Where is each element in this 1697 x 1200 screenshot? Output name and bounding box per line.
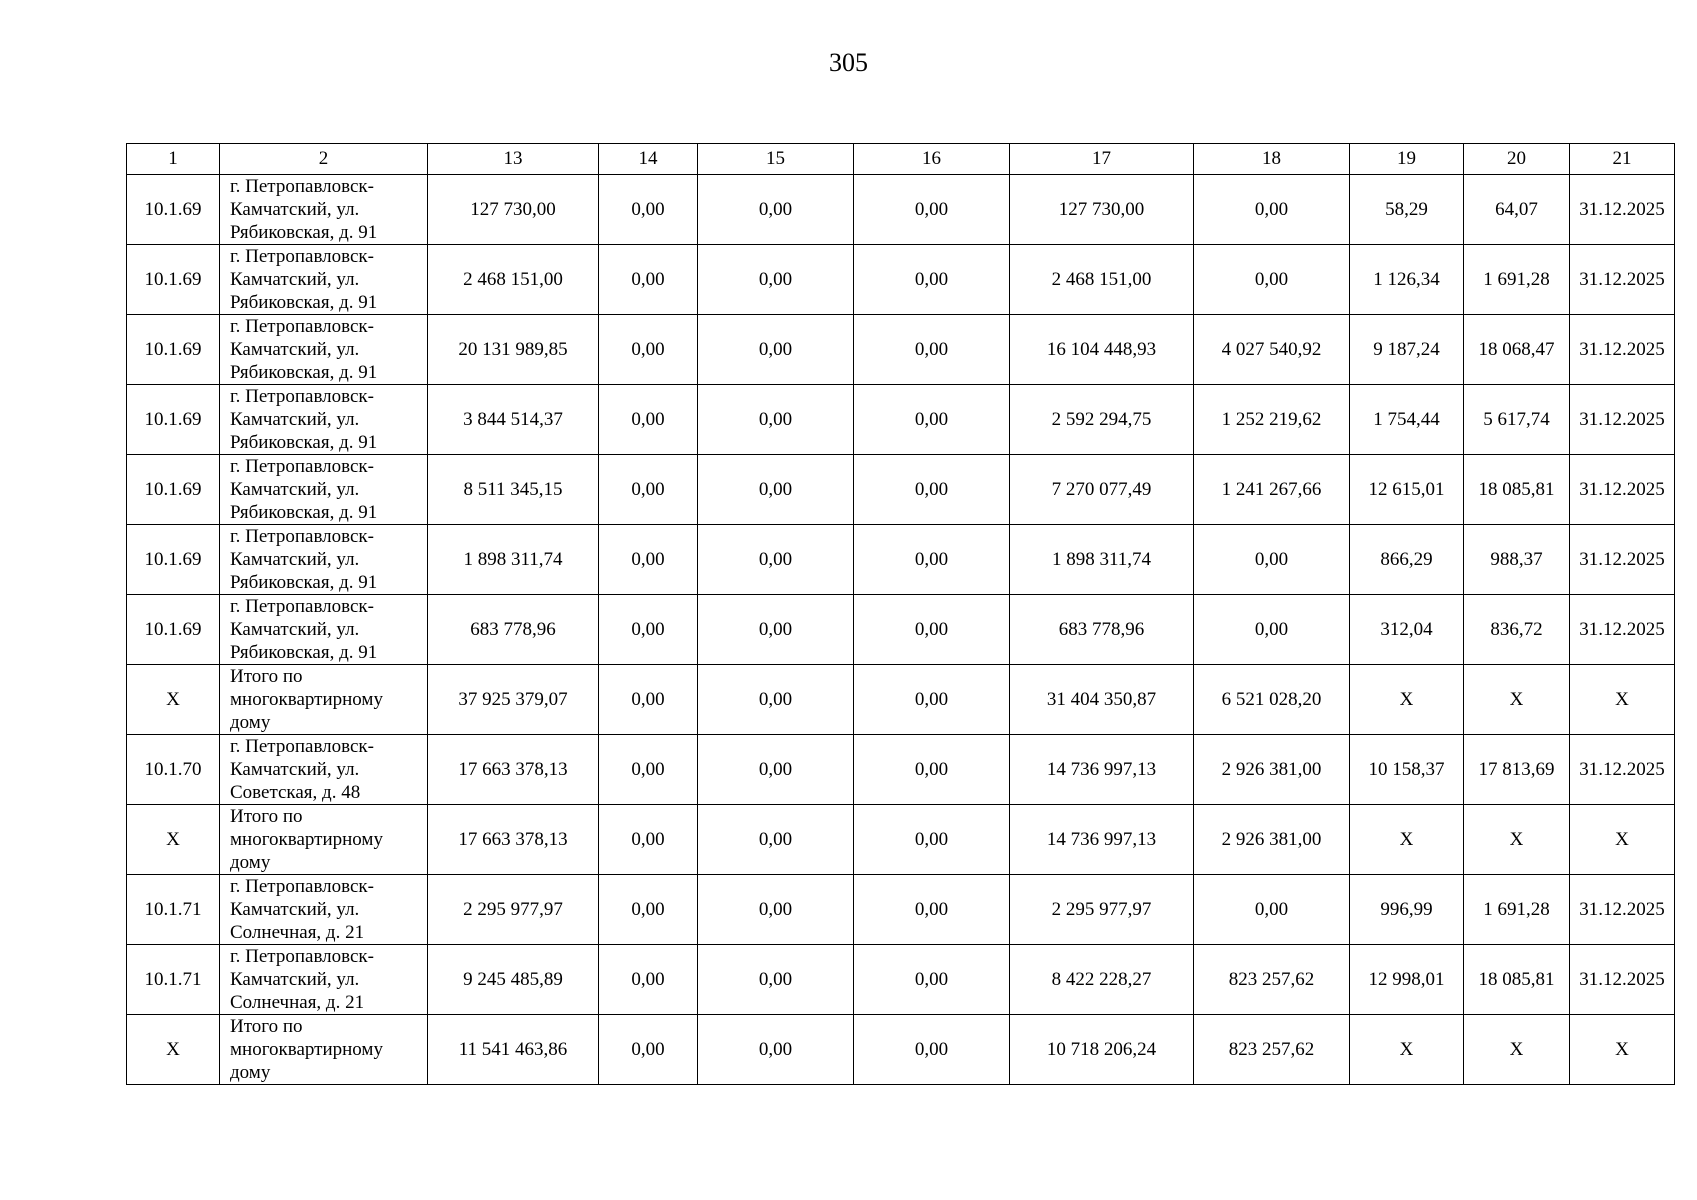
address-line: Солнечная, д. 21 — [230, 992, 365, 1013]
address-line: Итого по — [230, 1016, 303, 1037]
value-cell-13: 37 925 379,07 — [428, 665, 599, 735]
value-cell-17: 14 736 997,13 — [1010, 735, 1194, 805]
table-header-row — [127, 144, 1675, 175]
value-cell-18: 2 926 381,00 — [1194, 805, 1350, 875]
address-line: Камчатский, ул. — [230, 479, 360, 500]
address-cell — [220, 875, 428, 945]
value-cell-16: 0,00 — [854, 665, 1010, 735]
value-cell-19: X — [1350, 665, 1464, 735]
table-row — [127, 945, 1675, 1015]
value-cell-15: 0,00 — [698, 385, 854, 455]
row-number-cell: X — [127, 665, 220, 735]
address-cell — [220, 525, 428, 595]
value-cell-17: 127 730,00 — [1010, 175, 1194, 245]
value-cell-16: 0,00 — [854, 805, 1010, 875]
table-row — [127, 735, 1675, 805]
address-line: г. Петропавловск- — [230, 386, 374, 407]
value-cell-13: 3 844 514,37 — [428, 385, 599, 455]
value-cell-17: 2 468 151,00 — [1010, 245, 1194, 315]
table-row — [127, 875, 1675, 945]
value-cell-16: 0,00 — [854, 385, 1010, 455]
address-line: Рябиковская, д. 91 — [230, 292, 378, 313]
row-number-cell: 10.1.69 — [127, 315, 220, 385]
address-line: Солнечная, д. 21 — [230, 922, 365, 943]
address-cell — [220, 315, 428, 385]
value-cell-15: 0,00 — [698, 805, 854, 875]
address-line: Рябиковская, д. 91 — [230, 502, 378, 523]
value-cell-20: 1 691,28 — [1464, 245, 1570, 315]
value-cell-18: 0,00 — [1194, 245, 1350, 315]
value-cell-14: 0,00 — [599, 525, 698, 595]
value-cell-13: 20 131 989,85 — [428, 315, 599, 385]
address-line: многоквартирному — [230, 829, 383, 850]
value-cell-15: 0,00 — [698, 665, 854, 735]
value-cell-15: 0,00 — [698, 735, 854, 805]
address-cell — [220, 595, 428, 665]
address-cell — [220, 1015, 428, 1085]
table-row — [127, 455, 1675, 525]
value-cell-18: 0,00 — [1194, 875, 1350, 945]
row-number-cell: X — [127, 1015, 220, 1085]
address-line: Камчатский, ул. — [230, 549, 360, 570]
value-cell-18: 2 926 381,00 — [1194, 735, 1350, 805]
value-cell-15: 0,00 — [698, 525, 854, 595]
header-cell: 1 — [127, 144, 220, 175]
value-cell-18: 823 257,62 — [1194, 1015, 1350, 1085]
value-cell-18: 6 521 028,20 — [1194, 665, 1350, 735]
row-number-cell: 10.1.69 — [127, 175, 220, 245]
value-cell-20: 836,72 — [1464, 595, 1570, 665]
value-cell-19: 1 126,34 — [1350, 245, 1464, 315]
value-cell-17: 2 295 977,97 — [1010, 875, 1194, 945]
header-cell: 16 — [854, 144, 1010, 175]
value-cell-21: X — [1570, 665, 1675, 735]
value-cell-18: 1 252 219,62 — [1194, 385, 1350, 455]
address-line: г. Петропавловск- — [230, 526, 374, 547]
address-line: многоквартирному — [230, 1039, 383, 1060]
address-line: дому — [230, 852, 271, 873]
address-line: Рябиковская, д. 91 — [230, 572, 378, 593]
address-cell — [220, 385, 428, 455]
address-cell — [220, 455, 428, 525]
value-cell-19: 312,04 — [1350, 595, 1464, 665]
value-cell-13: 11 541 463,86 — [428, 1015, 599, 1085]
value-cell-13: 17 663 378,13 — [428, 735, 599, 805]
value-cell-16: 0,00 — [854, 945, 1010, 1015]
table-row — [127, 315, 1675, 385]
value-cell-14: 0,00 — [599, 875, 698, 945]
row-number-cell: 10.1.69 — [127, 455, 220, 525]
table-row — [127, 385, 1675, 455]
value-cell-21: 31.12.2025 — [1570, 385, 1675, 455]
row-number-cell: 10.1.69 — [127, 245, 220, 315]
address-line: дому — [230, 1062, 271, 1083]
value-cell-17: 31 404 350,87 — [1010, 665, 1194, 735]
value-cell-19: 58,29 — [1350, 175, 1464, 245]
value-cell-19: 10 158,37 — [1350, 735, 1464, 805]
address-line: Камчатский, ул. — [230, 339, 360, 360]
address-line: Рябиковская, д. 91 — [230, 432, 378, 453]
value-cell-16: 0,00 — [854, 175, 1010, 245]
value-cell-19: X — [1350, 1015, 1464, 1085]
value-cell-15: 0,00 — [698, 1015, 854, 1085]
value-cell-19: 1 754,44 — [1350, 385, 1464, 455]
address-line: г. Петропавловск- — [230, 456, 374, 477]
value-cell-19: X — [1350, 805, 1464, 875]
value-cell-21: 31.12.2025 — [1570, 875, 1675, 945]
table-row — [127, 1015, 1675, 1085]
value-cell-13: 683 778,96 — [428, 595, 599, 665]
address-line: Рябиковская, д. 91 — [230, 222, 378, 243]
address-cell — [220, 735, 428, 805]
address-line: Рябиковская, д. 91 — [230, 362, 378, 383]
table-row — [127, 175, 1675, 245]
value-cell-20: 988,37 — [1464, 525, 1570, 595]
value-cell-13: 2 468 151,00 — [428, 245, 599, 315]
value-cell-20: 5 617,74 — [1464, 385, 1570, 455]
value-cell-14: 0,00 — [599, 455, 698, 525]
address-line: Итого по — [230, 666, 303, 687]
address-line: г. Петропавловск- — [230, 736, 374, 757]
value-cell-18: 823 257,62 — [1194, 945, 1350, 1015]
value-cell-18: 0,00 — [1194, 175, 1350, 245]
value-cell-17: 7 270 077,49 — [1010, 455, 1194, 525]
address-cell — [220, 175, 428, 245]
address-line: Камчатский, ул. — [230, 759, 360, 780]
value-cell-17: 14 736 997,13 — [1010, 805, 1194, 875]
address-line: Советская, д. 48 — [230, 782, 361, 803]
value-cell-15: 0,00 — [698, 875, 854, 945]
row-number-cell: 10.1.69 — [127, 385, 220, 455]
address-line: г. Петропавловск- — [230, 946, 374, 967]
address-line: г. Петропавловск- — [230, 246, 374, 267]
header-cell: 17 — [1010, 144, 1194, 175]
value-cell-16: 0,00 — [854, 875, 1010, 945]
value-cell-20: 18 085,81 — [1464, 945, 1570, 1015]
value-cell-15: 0,00 — [698, 315, 854, 385]
address-line: Итого по — [230, 806, 303, 827]
value-cell-21: 31.12.2025 — [1570, 315, 1675, 385]
header-cell: 15 — [698, 144, 854, 175]
value-cell-16: 0,00 — [854, 245, 1010, 315]
value-cell-16: 0,00 — [854, 525, 1010, 595]
value-cell-14: 0,00 — [599, 315, 698, 385]
value-cell-17: 8 422 228,27 — [1010, 945, 1194, 1015]
address-line: Камчатский, ул. — [230, 409, 360, 430]
address-line: многоквартирному — [230, 689, 383, 710]
address-cell — [220, 805, 428, 875]
value-cell-20: X — [1464, 805, 1570, 875]
value-cell-13: 9 245 485,89 — [428, 945, 599, 1015]
value-cell-13: 8 511 345,15 — [428, 455, 599, 525]
value-cell-21: 31.12.2025 — [1570, 945, 1675, 1015]
value-cell-21: 31.12.2025 — [1570, 175, 1675, 245]
value-cell-19: 9 187,24 — [1350, 315, 1464, 385]
address-line: Камчатский, ул. — [230, 899, 360, 920]
address-line: г. Петропавловск- — [230, 316, 374, 337]
row-number-cell: 10.1.69 — [127, 595, 220, 665]
address-line: Рябиковская, д. 91 — [230, 642, 378, 663]
row-number-cell: 10.1.69 — [127, 525, 220, 595]
value-cell-21: 31.12.2025 — [1570, 245, 1675, 315]
value-cell-20: 1 691,28 — [1464, 875, 1570, 945]
value-cell-14: 0,00 — [599, 735, 698, 805]
address-line: Камчатский, ул. — [230, 619, 360, 640]
row-number-cell: 10.1.71 — [127, 945, 220, 1015]
header-cell: 14 — [599, 144, 698, 175]
value-cell-19: 12 615,01 — [1350, 455, 1464, 525]
value-cell-14: 0,00 — [599, 595, 698, 665]
address-line: Камчатский, ул. — [230, 969, 360, 990]
address-line: дому — [230, 712, 271, 733]
header-cell: 19 — [1350, 144, 1464, 175]
value-cell-17: 2 592 294,75 — [1010, 385, 1194, 455]
value-cell-13: 1 898 311,74 — [428, 525, 599, 595]
value-cell-20: 18 068,47 — [1464, 315, 1570, 385]
value-cell-20: 64,07 — [1464, 175, 1570, 245]
value-cell-15: 0,00 — [698, 175, 854, 245]
value-cell-14: 0,00 — [599, 385, 698, 455]
table-row — [127, 805, 1675, 875]
value-cell-13: 127 730,00 — [428, 175, 599, 245]
value-cell-18: 1 241 267,66 — [1194, 455, 1350, 525]
address-line: Камчатский, ул. — [230, 269, 360, 290]
address-cell — [220, 665, 428, 735]
value-cell-19: 12 998,01 — [1350, 945, 1464, 1015]
table-row — [127, 665, 1675, 735]
value-cell-14: 0,00 — [599, 1015, 698, 1085]
address-cell — [220, 945, 428, 1015]
value-cell-13: 2 295 977,97 — [428, 875, 599, 945]
value-cell-17: 16 104 448,93 — [1010, 315, 1194, 385]
value-cell-15: 0,00 — [698, 455, 854, 525]
value-cell-16: 0,00 — [854, 315, 1010, 385]
value-cell-17: 10 718 206,24 — [1010, 1015, 1194, 1085]
address-cell — [220, 245, 428, 315]
value-cell-15: 0,00 — [698, 945, 854, 1015]
value-cell-16: 0,00 — [854, 735, 1010, 805]
value-cell-13: 17 663 378,13 — [428, 805, 599, 875]
value-cell-21: X — [1570, 1015, 1675, 1085]
header-cell: 20 — [1464, 144, 1570, 175]
value-cell-18: 0,00 — [1194, 525, 1350, 595]
value-cell-21: 31.12.2025 — [1570, 525, 1675, 595]
row-number-cell: 10.1.70 — [127, 735, 220, 805]
value-cell-20: 17 813,69 — [1464, 735, 1570, 805]
value-cell-20: X — [1464, 1015, 1570, 1085]
table-row — [127, 245, 1675, 315]
row-number-cell: X — [127, 805, 220, 875]
value-cell-17: 683 778,96 — [1010, 595, 1194, 665]
value-cell-16: 0,00 — [854, 595, 1010, 665]
data-table — [126, 143, 1675, 1085]
header-cell: 2 — [220, 144, 428, 175]
value-cell-18: 0,00 — [1194, 595, 1350, 665]
value-cell-20: X — [1464, 665, 1570, 735]
table-row — [127, 525, 1675, 595]
value-cell-19: 866,29 — [1350, 525, 1464, 595]
value-cell-21: 31.12.2025 — [1570, 595, 1675, 665]
value-cell-14: 0,00 — [599, 175, 698, 245]
value-cell-16: 0,00 — [854, 1015, 1010, 1085]
value-cell-14: 0,00 — [599, 945, 698, 1015]
value-cell-15: 0,00 — [698, 595, 854, 665]
value-cell-15: 0,00 — [698, 245, 854, 315]
value-cell-20: 18 085,81 — [1464, 455, 1570, 525]
page-number: 305 — [829, 48, 868, 77]
value-cell-14: 0,00 — [599, 245, 698, 315]
value-cell-14: 0,00 — [599, 665, 698, 735]
value-cell-18: 4 027 540,92 — [1194, 315, 1350, 385]
value-cell-21: 31.12.2025 — [1570, 455, 1675, 525]
address-line: г. Петропавловск- — [230, 176, 374, 197]
value-cell-14: 0,00 — [599, 805, 698, 875]
header-cell: 21 — [1570, 144, 1675, 175]
value-cell-21: X — [1570, 805, 1675, 875]
value-cell-21: 31.12.2025 — [1570, 735, 1675, 805]
address-line: Камчатский, ул. — [230, 199, 360, 220]
header-cell: 13 — [428, 144, 599, 175]
address-line: г. Петропавловск- — [230, 876, 374, 897]
value-cell-16: 0,00 — [854, 455, 1010, 525]
header-cell: 18 — [1194, 144, 1350, 175]
row-number-cell: 10.1.71 — [127, 875, 220, 945]
value-cell-17: 1 898 311,74 — [1010, 525, 1194, 595]
address-line: г. Петропавловск- — [230, 596, 374, 617]
table-row — [127, 595, 1675, 665]
value-cell-19: 996,99 — [1350, 875, 1464, 945]
